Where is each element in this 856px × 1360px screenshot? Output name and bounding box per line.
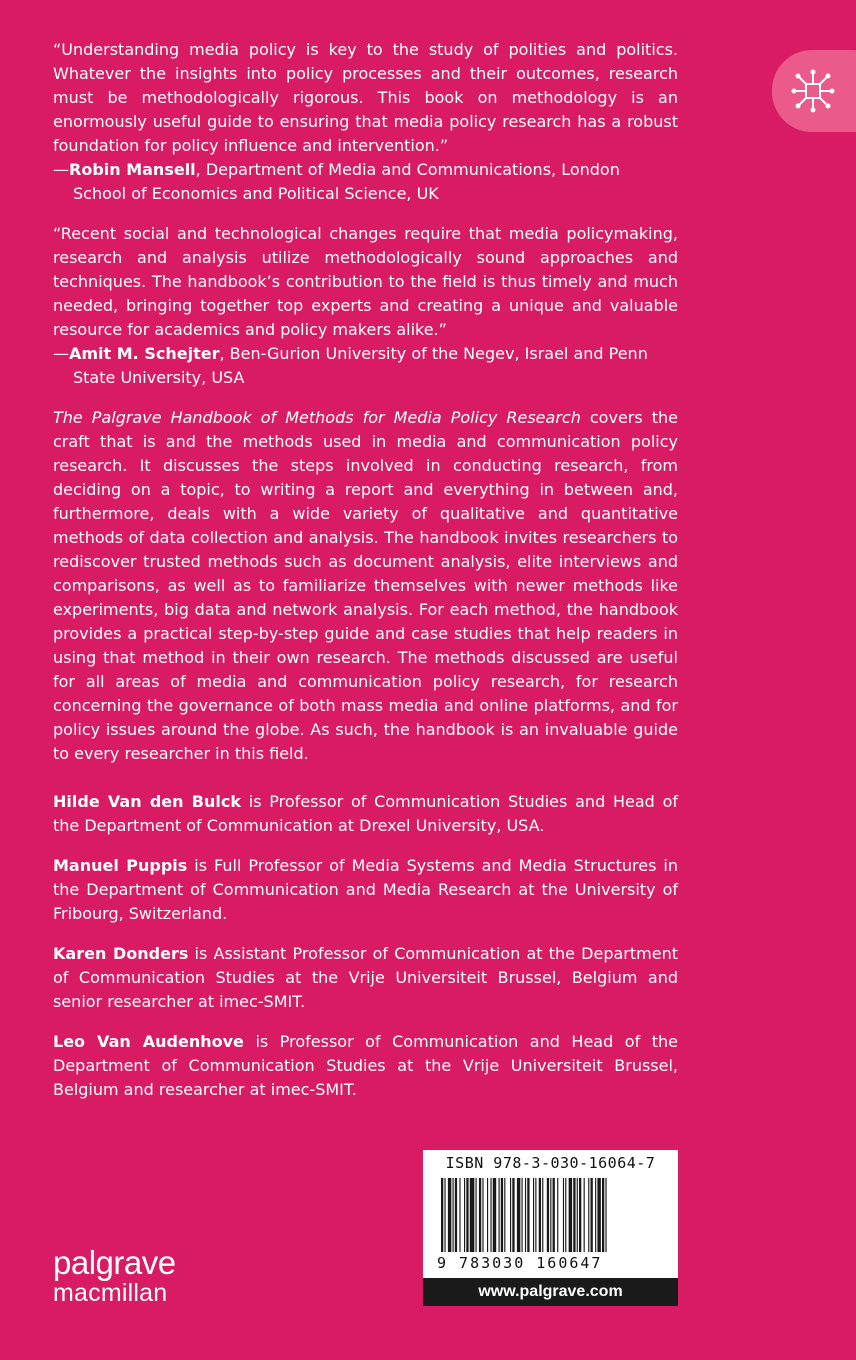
barcode-bar bbox=[591, 1178, 593, 1252]
barcode-bar bbox=[487, 1178, 488, 1252]
endorser-name: Robin Mansell bbox=[69, 160, 196, 179]
barcode-bar bbox=[522, 1178, 523, 1252]
barcode-bar bbox=[476, 1178, 477, 1252]
endorser-name: Amit M. Schejter bbox=[69, 344, 220, 363]
barcode-bar bbox=[602, 1178, 604, 1252]
barcode-bar bbox=[533, 1178, 534, 1252]
barcode-bar bbox=[455, 1178, 457, 1252]
barcode-bar bbox=[527, 1178, 529, 1252]
attribution-dash: — bbox=[53, 160, 69, 179]
barcode-bar bbox=[595, 1178, 596, 1252]
barcode-bar bbox=[557, 1178, 558, 1252]
barcode-bar bbox=[605, 1178, 606, 1252]
barcode-bar bbox=[569, 1178, 572, 1252]
barcode-bar bbox=[577, 1178, 578, 1252]
isbn-digits: 9 783030 160647 bbox=[437, 1254, 603, 1272]
barcode-bar bbox=[597, 1178, 600, 1252]
barcode-bar bbox=[459, 1178, 460, 1252]
network-node-icon bbox=[790, 68, 836, 114]
endorsement-attribution-2 bbox=[53, 342, 678, 390]
publisher-website: www.palgrave.com bbox=[423, 1278, 678, 1306]
endorser-affiliation: , Department of Media and Communications, London School of Economics and Political Science, UK bbox=[73, 160, 620, 203]
barcode-bar bbox=[510, 1178, 511, 1252]
barcode-bar bbox=[517, 1178, 520, 1252]
summary-body: covers the craft that is and the methods used in media and communication policy research. It discusses the steps involved in conducting research, from deciding on a topic, to writing a report and everything in between and, furthermore, deals with a wide variety of qualitative and quantitative methods of data collection and analysis. The handbook invites researchers to rediscover trusted methods such as document analysis, elite interviews and comparisons, as well as to familiarize themselves with newer methods like experiments, big data and network analysis. For each method, the handbook provides a practical step-by-step guide and case studies that help readers in using that method in their own research. The methods discussed are useful for all areas of media and communication policy research, for research concerning the governance of both mass media and online platforms, and for policy issues around the globe. As such, the handbook is an invaluable guide to every researcher in this field. bbox=[53, 408, 678, 763]
barcode-bar bbox=[464, 1178, 465, 1252]
editor-description: is Full Professor of Media Systems and Media Structures in the Department of Communication and Media Research at the University of Fribourg, Switzerland. bbox=[53, 856, 679, 923]
barcode-bar bbox=[470, 1178, 475, 1252]
endorser-affiliation: , Ben-Gurion University of the Negev, Israel and Penn State University, USA bbox=[73, 344, 648, 387]
barcode-bar bbox=[501, 1178, 503, 1252]
barcode-bar bbox=[588, 1178, 589, 1252]
barcode-bar bbox=[584, 1178, 585, 1252]
endorsement-attribution-1 bbox=[53, 158, 678, 206]
barcode-bar bbox=[448, 1178, 451, 1252]
endorsement-quote-1: “Understanding media policy is key to the study of polities and politics. Whatever the insights into policy processes and their outcomes, research must be methodologically rigorous. This book on methodology is an enormously useful guide to ensuring that media policy research has a robust foundation for policy influence and intervention.” bbox=[53, 40, 678, 155]
isbn-label: ISBN 978-3-030-16064-7 bbox=[445, 1154, 656, 1172]
editor-bio-4 bbox=[53, 1030, 678, 1102]
editor-name: Hilde Van den Bulck bbox=[53, 792, 241, 811]
endorsement-quote-2: “Recent social and technological changes require that media policymaking, research and analysis utilize methodologically sound approaches and techniques. The handbook’s contribution to the field is thus timely and much needed, bringing together top experts and creating a unique and valuable resource for academics and policy makers alike.” bbox=[53, 224, 678, 339]
editor-name: Leo Van Audenhove bbox=[53, 1032, 244, 1051]
barcode-bar bbox=[482, 1178, 483, 1252]
editor-description: is Professor of Communication Studies and Head of the Department of Communication at Drexel University, USA. bbox=[53, 792, 679, 835]
barcode-bar bbox=[573, 1178, 575, 1252]
attribution-dash: — bbox=[53, 344, 69, 363]
cover-text bbox=[53, 38, 678, 1118]
barcode-bar bbox=[550, 1178, 551, 1252]
barcode-bar bbox=[535, 1178, 536, 1252]
barcode-bar bbox=[565, 1178, 566, 1252]
barcode-bar bbox=[579, 1178, 581, 1252]
book-title: The Palgrave Handbook of Methods for Media Policy Research bbox=[53, 408, 581, 427]
book-summary bbox=[53, 406, 678, 766]
barcode-bar bbox=[539, 1178, 541, 1252]
editor-name: Manuel Puppis bbox=[53, 856, 188, 875]
editor-description: is Professor of Communication and Head of the Department of Communication Studies at the Vrije Universiteit Brussel, Belgium and researcher at imec-SMIT. bbox=[53, 1032, 678, 1099]
barcode-bar bbox=[466, 1178, 468, 1252]
editor-description: is Assistant Professor of Communication at the Department of Communication Studies at the Vrije Universiteit Brussel, Belgium and senior researcher at imec-SMIT. bbox=[53, 944, 679, 1011]
editor-bio-2 bbox=[53, 854, 678, 926]
barcode-bar bbox=[493, 1178, 496, 1252]
publisher-logo-macmillan: macmillan bbox=[53, 1279, 168, 1307]
barcode-bars bbox=[441, 1178, 663, 1256]
barcode-bar bbox=[525, 1178, 526, 1252]
publisher-logo-palgrave: palgrave bbox=[53, 1244, 176, 1281]
editor-bio-3 bbox=[53, 942, 678, 1014]
barcode-bar bbox=[563, 1178, 564, 1252]
barcode-bar bbox=[542, 1178, 543, 1252]
editor-name: Karen Donders bbox=[53, 944, 189, 963]
barcode-bar bbox=[444, 1178, 445, 1252]
barcode-bar bbox=[453, 1178, 454, 1252]
barcode-bar bbox=[441, 1178, 443, 1252]
barcode-bar bbox=[499, 1178, 500, 1252]
barcode-bar bbox=[553, 1178, 555, 1252]
publisher-badge bbox=[772, 50, 856, 132]
editor-bio-1 bbox=[53, 790, 678, 838]
barcode-bar bbox=[479, 1178, 481, 1252]
isbn-barcode bbox=[423, 1150, 678, 1306]
barcode-bar bbox=[504, 1178, 505, 1252]
barcode-bar bbox=[512, 1178, 514, 1252]
publisher-logo bbox=[53, 1244, 176, 1307]
barcode-bar bbox=[547, 1178, 549, 1252]
barcode-bar bbox=[490, 1178, 491, 1252]
